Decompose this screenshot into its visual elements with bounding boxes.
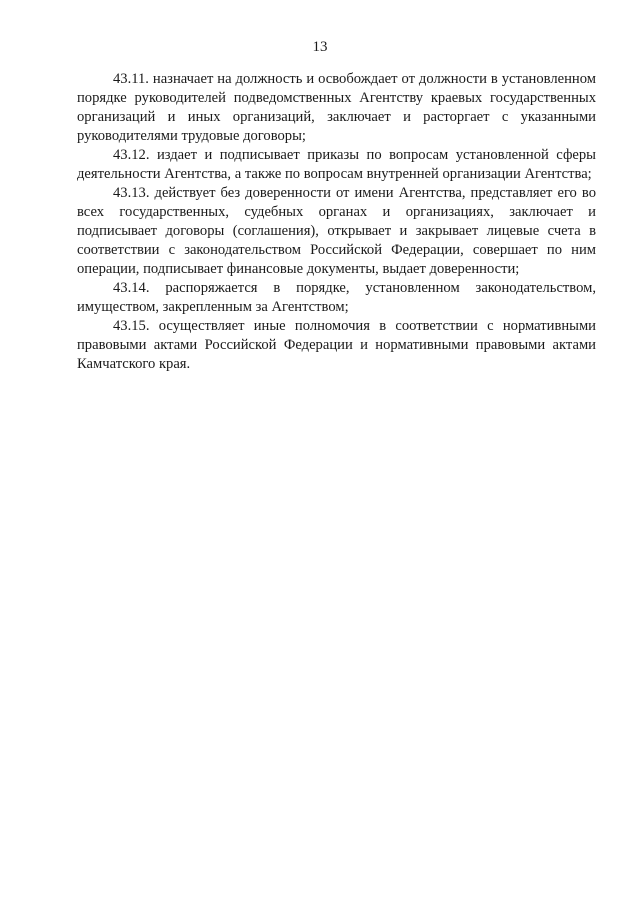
page-number: 13 — [312, 39, 328, 55]
paragraph-43-11: 43.11. назначает на должность и освобождает от должности в установленном порядке руководителей подведомственных Агентству краевых государственных организаций и иных организаций, заключает и расторгает с указанными руководителями трудовые договоры; — [77, 71, 596, 144]
paragraph-43-13: 43.13. действует без доверенности от имени Агентства, представляет его во всех государственных, судебных органах и организациях, заключает и подписывает договоры (соглашения), открывает и закрывает лицевые счета в соответствии с законодательством Российской Федерации, совершает по ним операции, подписывает финансовые документы, выдает доверенности; — [77, 185, 596, 277]
document-body — [77, 70, 596, 374]
paragraph-43-12: 43.12. издает и подписывает приказы по вопросам установленной сферы деятельности Агентства, а также по вопросам внутренней организации Агентства; — [77, 147, 596, 182]
paragraph-43-15: 43.15. осуществляет иные полномочия в соответствии с нормативными правовыми актами Российской Федерации и нормативными правовыми актами Камчатского края. — [77, 318, 596, 372]
paragraph-43-14: 43.14. распоряжается в порядке, установленном законодательством, имуществом, закрепленным за Агентством; — [77, 280, 596, 315]
